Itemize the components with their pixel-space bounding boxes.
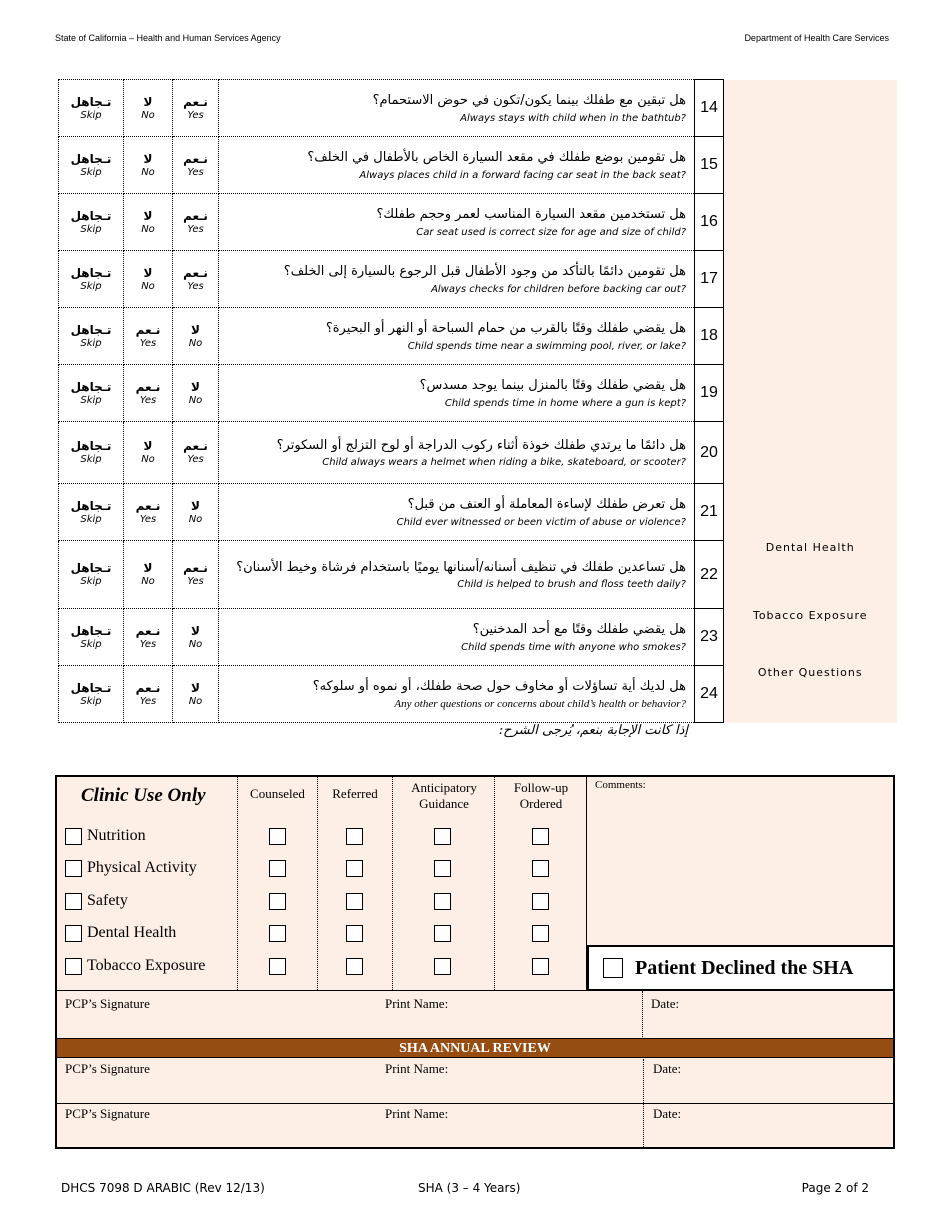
question-number: 23 xyxy=(695,609,724,666)
referred-checkbox[interactable] xyxy=(346,893,363,910)
section-label: Tobacco Exposure xyxy=(724,609,897,666)
question-arabic: هل لديك أية تساؤلات أو مخاوف حول صحة طفلك، أو نموه أو سلوكه؟ xyxy=(312,678,686,694)
question-english: Child spends time in home where a gun is kept? xyxy=(444,397,686,409)
answer-label-en: Skip xyxy=(80,109,102,121)
answer-label-en: Skip xyxy=(80,280,102,292)
topic-label: Physical Activity xyxy=(87,859,197,876)
question-number: 20 xyxy=(695,422,724,484)
answer-label-en: No xyxy=(188,638,203,650)
skip-option[interactable] xyxy=(59,80,124,137)
header-agency: State of California – Health and Human Services Agency xyxy=(55,33,281,43)
answer-label-en: No xyxy=(188,695,203,707)
question-english: Child is helped to brush and floss teeth daily? xyxy=(457,579,686,591)
review-print-name-label: Print Name: xyxy=(385,1061,449,1076)
answer-label-en: No xyxy=(141,280,155,292)
clinic-use-box xyxy=(55,775,895,1149)
answer-label-ar: نـعم xyxy=(135,680,161,695)
answer-label-en: No xyxy=(188,337,203,349)
counseled-checkbox[interactable] xyxy=(269,925,286,942)
answer-label-en: Yes xyxy=(139,695,157,707)
question-text xyxy=(219,80,695,137)
question-english: Always stays with child when in the bathtub? xyxy=(460,112,686,124)
answer-label-en: No xyxy=(141,454,155,465)
skip-option[interactable] xyxy=(59,194,124,251)
section-label xyxy=(724,484,897,541)
question-arabic: هل يقضي طفلك وقتًا مع أحد المدخنين؟ xyxy=(472,622,686,638)
date-label: Date: xyxy=(651,996,680,1011)
answer-label-ar: تـجاهل xyxy=(70,439,112,453)
answer-label-ar: لا xyxy=(143,151,153,166)
question-row xyxy=(59,80,897,137)
answer-label-en: Yes xyxy=(187,166,204,178)
question-arabic: هل تبقين مع طفلك بينما يكون/تكون في حوض الاستحمام؟ xyxy=(372,93,686,109)
yes-option[interactable] xyxy=(124,365,173,422)
answer-label-ar: نـعم xyxy=(135,623,161,638)
answer-label-ar: نـعم xyxy=(183,208,208,223)
yes-option[interactable] xyxy=(173,137,219,194)
question-row xyxy=(59,422,897,484)
answer-label-en: Skip xyxy=(80,337,102,349)
no-option[interactable] xyxy=(173,308,219,365)
section-label xyxy=(724,194,897,251)
question-text xyxy=(219,609,695,666)
answer-label-ar: تـجاهل xyxy=(70,623,112,638)
answer-label-en: Yes xyxy=(139,638,157,650)
answer-label-en: Yes xyxy=(139,337,157,349)
yes-option[interactable] xyxy=(173,194,219,251)
topic-dental-health xyxy=(65,924,176,942)
question-row xyxy=(59,251,897,308)
question-row xyxy=(59,609,897,666)
answer-label-ar: تـجاهل xyxy=(70,208,112,223)
footer-page: Page 2 of 2 xyxy=(801,1181,869,1195)
col-counseled: Counseled xyxy=(250,786,305,801)
topic-safety xyxy=(65,892,128,910)
print-name-label: Print Name: xyxy=(385,996,449,1011)
review-date-label: Date: xyxy=(653,1061,682,1076)
question-text xyxy=(219,666,695,723)
tobacco-exposure-checkbox[interactable] xyxy=(65,958,82,975)
answer-label-ar: تـجاهل xyxy=(70,498,112,513)
skip-option[interactable] xyxy=(59,137,124,194)
question-row xyxy=(59,541,897,609)
answer-label-en: No xyxy=(141,223,155,235)
counseled-checkbox[interactable] xyxy=(269,860,286,877)
answer-label-en: Yes xyxy=(187,223,204,235)
answer-label-en: Yes xyxy=(187,576,204,587)
col-anticipatory-guidance: Anticipatory Guidance xyxy=(411,780,477,811)
followup-checkbox[interactable] xyxy=(532,893,549,910)
question-text xyxy=(219,251,695,308)
answer-label-ar: تـجاهل xyxy=(70,322,112,337)
section-label xyxy=(724,137,897,194)
answer-label-ar: لا xyxy=(143,561,153,575)
answer-label-ar: لا xyxy=(191,680,200,695)
question-number: 21 xyxy=(695,484,724,541)
question-english: Child spends time near a swimming pool, river, or lake? xyxy=(407,340,686,352)
header-department: Department of Health Care Services xyxy=(744,33,889,43)
safety-checkbox[interactable] xyxy=(65,893,82,910)
question-english: Child ever witnessed or been victim of abuse or violence? xyxy=(396,516,686,528)
referred-checkbox[interactable] xyxy=(346,828,363,845)
yes-option[interactable] xyxy=(124,666,173,723)
no-option[interactable] xyxy=(124,251,173,308)
review2-date-label: Date: xyxy=(653,1106,682,1121)
topic-nutrition xyxy=(65,827,146,845)
answer-label-en: Skip xyxy=(80,454,102,465)
answer-label-ar: لا xyxy=(191,322,200,337)
no-option[interactable] xyxy=(124,194,173,251)
no-option[interactable] xyxy=(173,365,219,422)
annual-review-header: SHA ANNUAL REVIEW xyxy=(57,1038,893,1058)
answer-label-ar: نـعم xyxy=(135,322,161,337)
pcp-signature-label: PCP’s Signature xyxy=(65,996,150,1011)
answer-label-ar: نـعم xyxy=(183,94,208,109)
question-english: Always places child in a forward facing car seat in the back seat? xyxy=(359,169,686,181)
answer-label-ar: لا xyxy=(143,208,153,223)
no-option[interactable] xyxy=(173,666,219,723)
question-text xyxy=(219,137,695,194)
declined-checkbox[interactable] xyxy=(603,958,623,978)
yes-option[interactable] xyxy=(173,541,219,609)
dental-health-checkbox[interactable] xyxy=(65,925,82,942)
answer-label-en: No xyxy=(141,576,155,587)
question-text xyxy=(219,422,695,484)
answer-label-ar: تـجاهل xyxy=(70,561,112,575)
counseled-checkbox[interactable] xyxy=(269,893,286,910)
anticipatory-checkbox[interactable] xyxy=(434,958,451,975)
answer-label-ar: نـعم xyxy=(135,379,161,394)
question-row xyxy=(59,666,897,723)
question-row xyxy=(59,484,897,541)
answer-label-ar: لا xyxy=(143,265,153,280)
question-text xyxy=(219,308,695,365)
skip-option[interactable] xyxy=(59,308,124,365)
topic-label: Safety xyxy=(87,892,128,909)
section-label: Other Questions xyxy=(724,666,897,723)
counseled-checkbox[interactable] xyxy=(269,958,286,975)
section-label xyxy=(724,251,897,308)
answer-label-en: Skip xyxy=(80,513,102,525)
question-row xyxy=(59,308,897,365)
answer-label-ar: تـجاهل xyxy=(70,94,112,109)
skip-option[interactable] xyxy=(59,609,124,666)
question-row xyxy=(59,365,897,422)
counseled-checkbox[interactable] xyxy=(269,828,286,845)
question-row xyxy=(59,137,897,194)
referred-checkbox[interactable] xyxy=(346,860,363,877)
yes-option[interactable] xyxy=(124,609,173,666)
answer-label-en: Skip xyxy=(80,576,102,587)
question-arabic: هل يقضي طفلك وقتًا بالمنزل بينما يوجد مسدس؟ xyxy=(419,378,686,394)
answer-label-en: Yes xyxy=(187,109,204,121)
col-follow-up-ordered: Follow-up Ordered xyxy=(513,780,569,811)
patient-declined-box xyxy=(587,945,895,991)
question-english: Always checks for children before backing car out? xyxy=(431,283,686,295)
skip-option[interactable] xyxy=(59,484,124,541)
no-option[interactable] xyxy=(124,541,173,609)
anticipatory-checkbox[interactable] xyxy=(434,893,451,910)
answer-label-ar: تـجاهل xyxy=(70,265,112,280)
skip-option[interactable] xyxy=(59,666,124,723)
section-label xyxy=(724,308,897,365)
explain-note: إذا كانت الإجابة بنعم، يُرجى الشرح: xyxy=(498,723,688,738)
answer-label-ar: لا xyxy=(191,379,200,394)
followup-checkbox[interactable] xyxy=(532,860,549,877)
answer-label-ar: نـعم xyxy=(183,265,208,280)
anticipatory-checkbox[interactable] xyxy=(434,828,451,845)
topic-label: Nutrition xyxy=(87,827,146,844)
question-arabic: هل تقومين دائمًا بالتأكد من وجود الأطفال قبل الرجوع بالسيارة إلى الخلف؟ xyxy=(283,264,686,280)
referred-checkbox[interactable] xyxy=(346,925,363,942)
no-option[interactable] xyxy=(173,609,219,666)
questions-table xyxy=(58,79,897,723)
comments-label: Comments: xyxy=(595,779,646,791)
answer-label-ar: لا xyxy=(143,94,153,109)
section-label xyxy=(724,80,897,137)
question-arabic: هل تستخدمين مقعد السيارة المناسب لعمر وحجم طفلك؟ xyxy=(376,207,686,223)
question-number: 24 xyxy=(695,666,724,723)
answer-label-en: Yes xyxy=(139,513,157,525)
question-arabic: هل يقضي طفلك وقتًا بالقرب من حمام السباحة أو النهر أو البحيرة؟ xyxy=(325,321,686,337)
question-text xyxy=(219,484,695,541)
answer-label-en: No xyxy=(141,109,155,121)
question-number: 22 xyxy=(695,541,724,609)
followup-checkbox[interactable] xyxy=(532,828,549,845)
answer-label-ar: لا xyxy=(143,439,153,453)
question-number: 19 xyxy=(695,365,724,422)
answer-label-en: Yes xyxy=(187,280,204,292)
answer-label-en: Skip xyxy=(80,394,102,406)
review2-print-name-label: Print Name: xyxy=(385,1106,449,1121)
answer-label-en: No xyxy=(188,394,203,406)
question-english: Any other questions or concerns about child’s health or behavior? xyxy=(394,698,686,711)
answer-label-ar: لا xyxy=(191,623,200,638)
answer-label-en: Skip xyxy=(80,695,102,707)
answer-label-ar: نـعم xyxy=(183,439,208,453)
yes-option[interactable] xyxy=(173,422,219,484)
question-number: 17 xyxy=(695,251,724,308)
nutrition-checkbox[interactable] xyxy=(65,828,82,845)
question-number: 15 xyxy=(695,137,724,194)
answer-label-ar: لا xyxy=(191,498,200,513)
declined-label: Patient Declined the SHA xyxy=(635,956,854,979)
skip-option[interactable] xyxy=(59,251,124,308)
topic-label: Dental Health xyxy=(87,924,177,941)
no-option[interactable] xyxy=(124,422,173,484)
yes-option[interactable] xyxy=(124,308,173,365)
answer-label-en: Yes xyxy=(187,454,204,465)
anticipatory-checkbox[interactable] xyxy=(434,925,451,942)
answer-label-ar: تـجاهل xyxy=(70,151,112,166)
section-label xyxy=(724,365,897,422)
question-number: 18 xyxy=(695,308,724,365)
answer-label-ar: تـجاهل xyxy=(70,680,112,695)
followup-checkbox[interactable] xyxy=(532,925,549,942)
anticipatory-checkbox[interactable] xyxy=(434,860,451,877)
answer-label-en: No xyxy=(188,513,203,525)
question-arabic: هل تقومين بوضع طفلك في مقعد السيارة الخاص بالأطفال في الخلف؟ xyxy=(307,150,686,166)
question-english: Child always wears a helmet when riding a bike, skateboard, or scooter? xyxy=(322,457,686,469)
skip-option[interactable] xyxy=(59,422,124,484)
question-arabic: هل تساعدين طفلك في تنظيف أسنانه/أسنانها يوميًا باستخدام فرشاة وخيط الأسنان؟ xyxy=(236,559,686,575)
question-text xyxy=(219,194,695,251)
question-arabic: هل دائمًا ما يرتدي طفلك خوذة أثناء ركوب الدراجة أو لوح التزلج أو السكوتر؟ xyxy=(276,437,686,453)
answer-label-en: Yes xyxy=(139,394,157,406)
no-option[interactable] xyxy=(124,137,173,194)
question-number: 16 xyxy=(695,194,724,251)
section-label xyxy=(724,422,897,484)
question-arabic: هل تعرض طفلك لإساءة المعاملة أو العنف من قبل؟ xyxy=(407,497,686,513)
question-text xyxy=(219,541,695,609)
no-option[interactable] xyxy=(173,484,219,541)
question-english: Child spends time with anyone who smokes? xyxy=(461,641,686,653)
question-row xyxy=(59,194,897,251)
referred-checkbox[interactable] xyxy=(346,958,363,975)
answer-label-ar: تـجاهل xyxy=(70,379,112,394)
clinic-use-title: Clinic Use Only xyxy=(81,785,206,806)
answer-label-ar: نـعم xyxy=(135,498,161,513)
followup-checkbox[interactable] xyxy=(532,958,549,975)
topic-physical-activity xyxy=(65,859,197,877)
question-text xyxy=(219,365,695,422)
answer-label-en: Skip xyxy=(80,166,102,178)
answer-label-ar: نـعم xyxy=(183,561,208,575)
question-number: 14 xyxy=(695,80,724,137)
section-label: Dental Health xyxy=(724,541,897,609)
yes-option[interactable] xyxy=(124,484,173,541)
skip-option[interactable] xyxy=(59,541,124,609)
question-english: Car seat used is correct size for age and size of child? xyxy=(416,226,686,238)
answer-label-en: Skip xyxy=(80,223,102,235)
topic-label: Tobacco Exposure xyxy=(87,957,206,974)
skip-option[interactable] xyxy=(59,365,124,422)
yes-option[interactable] xyxy=(173,80,219,137)
review2-pcp-signature-label: PCP’s Signature xyxy=(65,1106,150,1121)
no-option[interactable] xyxy=(124,80,173,137)
footer-form-id: DHCS 7098 D ARABIC (Rev 12/13) xyxy=(61,1181,265,1195)
topic-tobacco-exposure xyxy=(65,957,205,975)
answer-label-ar: نـعم xyxy=(183,151,208,166)
answer-label-en: No xyxy=(141,166,155,178)
yes-option[interactable] xyxy=(173,251,219,308)
physical-activity-checkbox[interactable] xyxy=(65,860,82,877)
col-referred: Referred xyxy=(332,786,378,801)
footer-center: SHA (3 – 4 Years) xyxy=(418,1181,521,1195)
review-pcp-signature-label: PCP’s Signature xyxy=(65,1061,150,1076)
answer-label-en: Skip xyxy=(80,638,102,650)
